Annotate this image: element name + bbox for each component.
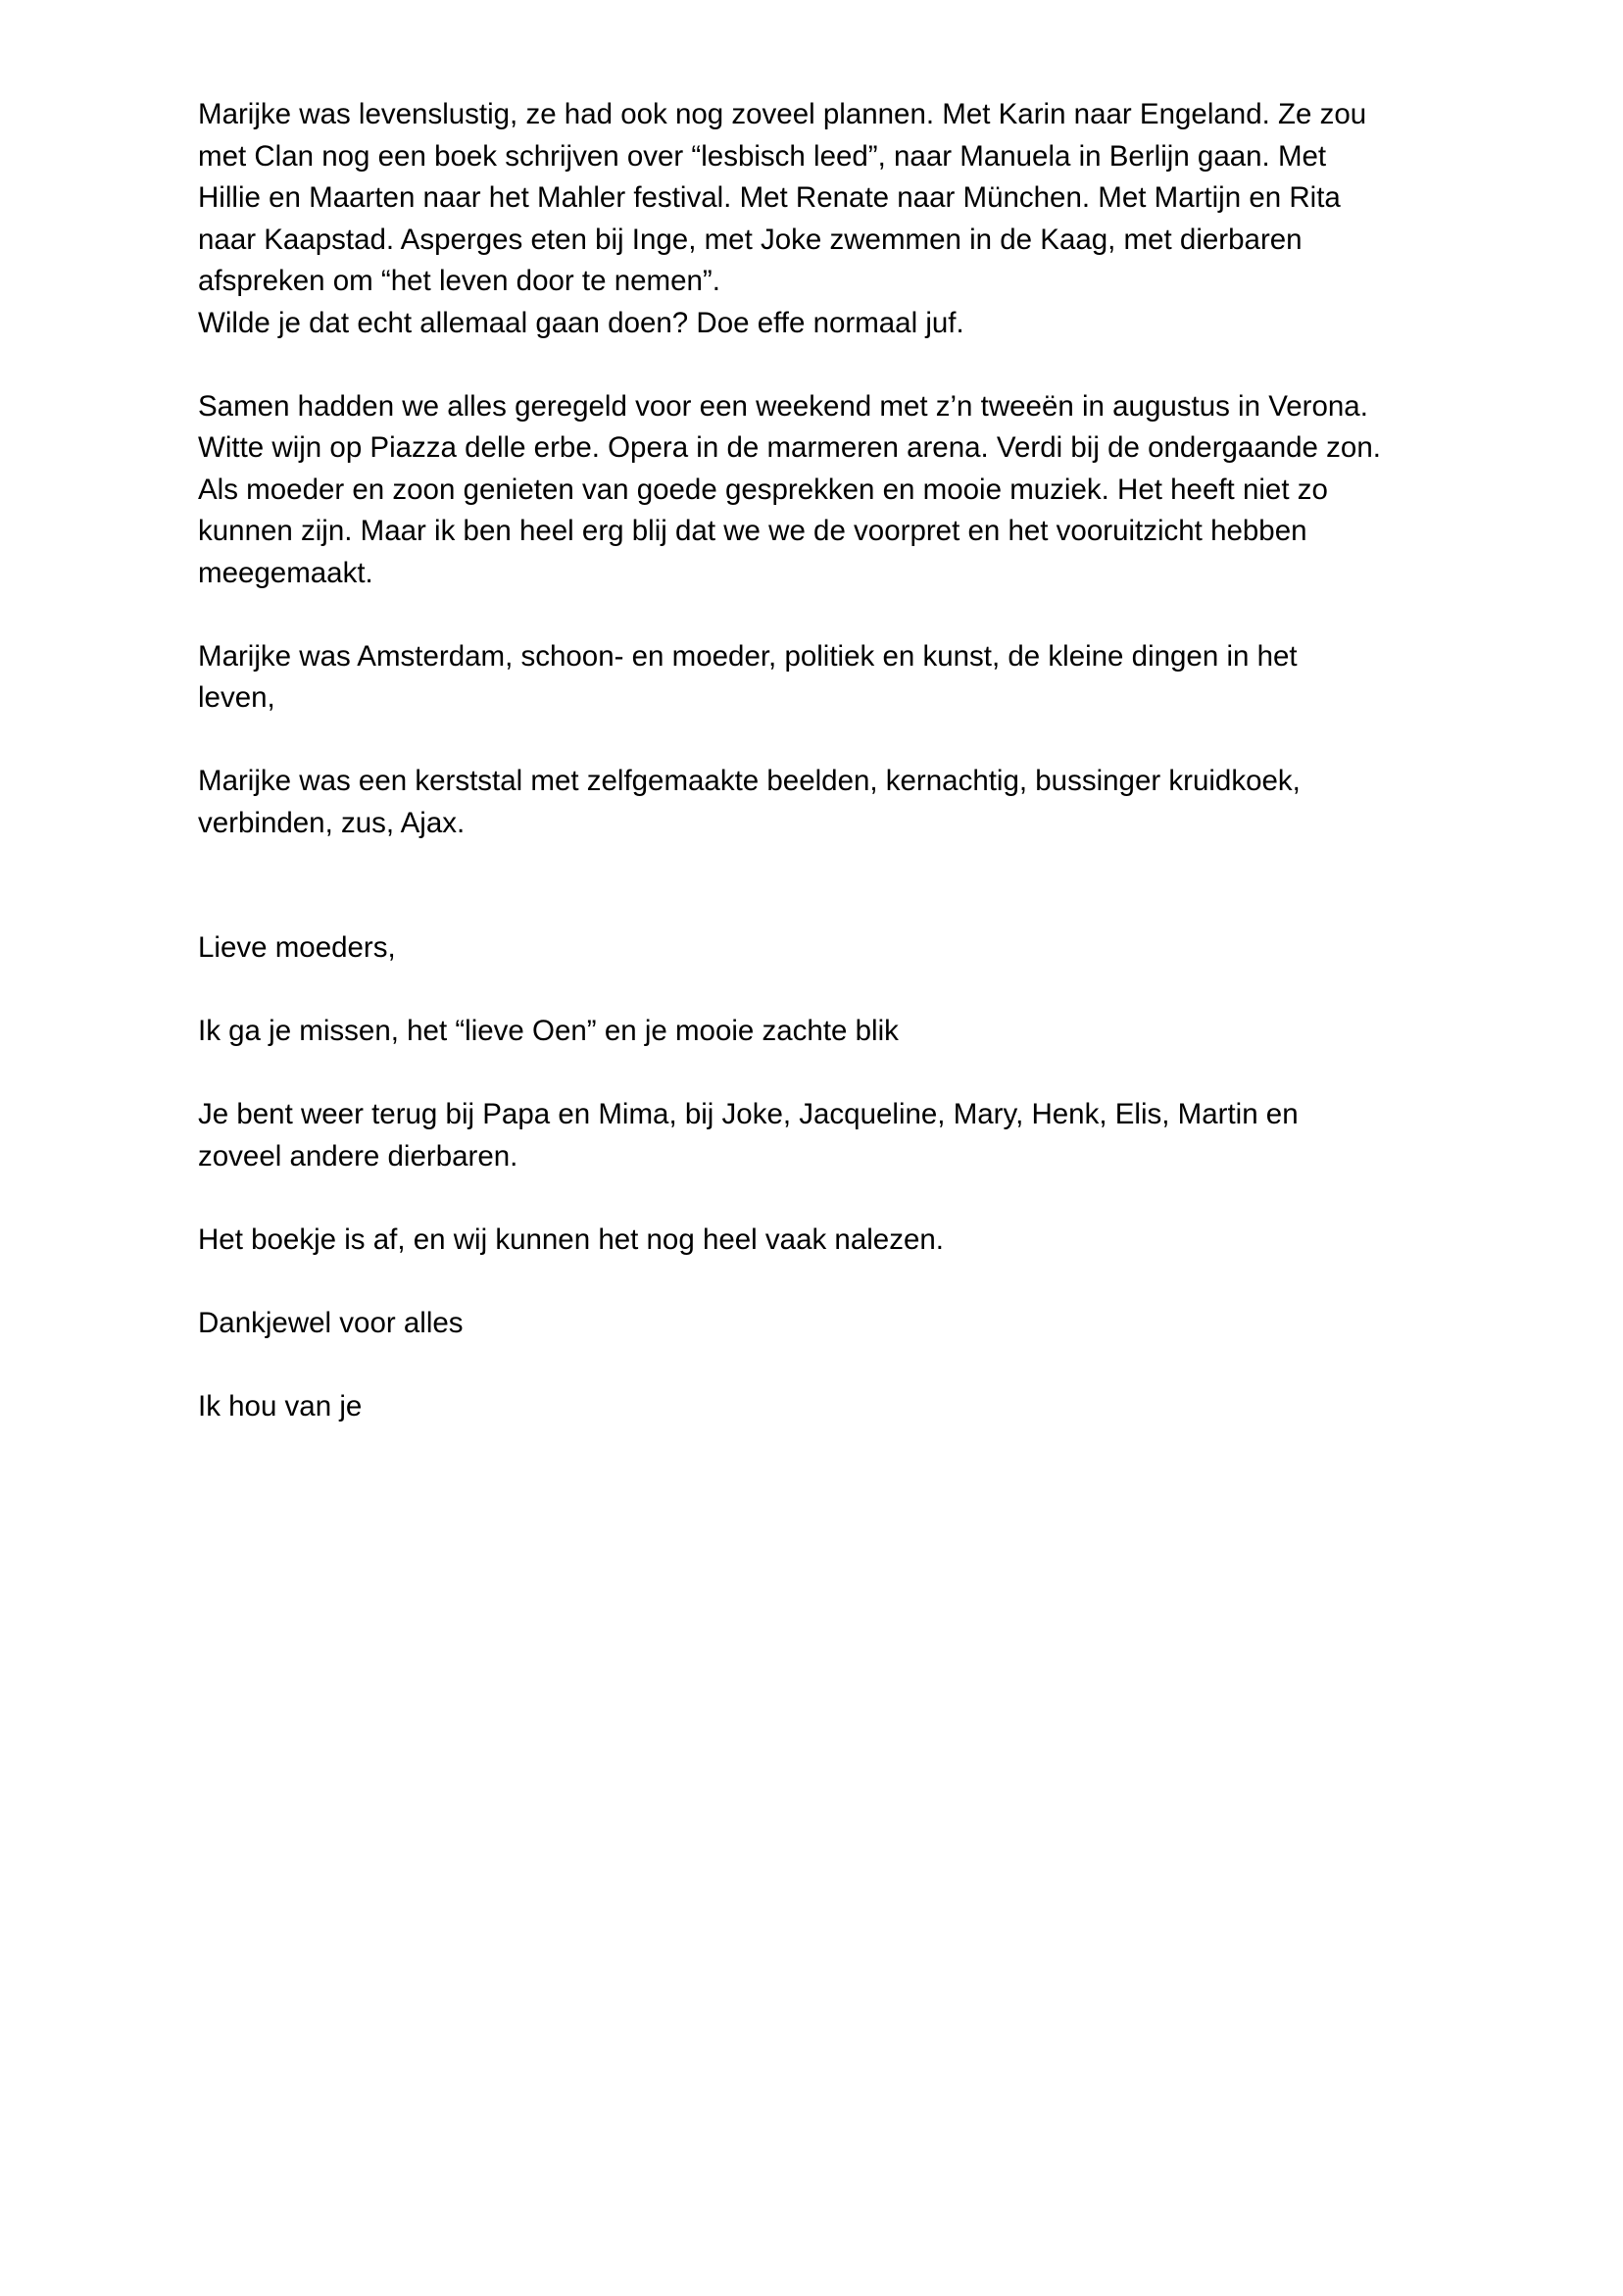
paragraph-plans <box>198 94 1462 344</box>
text-line: naar Kaapstad. Asperges eten bij Inge, met Joke zwemmen in de Kaag, met dierbaren <box>198 223 1303 256</box>
text-line: Hillie en Maarten naar het Mahler festival. Met Renate naar München. Met Martijn en Rita <box>198 181 1341 214</box>
text-line: verbinden, zus, Ajax. <box>198 806 466 839</box>
text-line: Marijke was levenslustig, ze had ook nog zoveel plannen. Met Karin naar Engeland. Ze zou <box>198 98 1367 130</box>
letter-paragraph-missen <box>198 1011 1462 1053</box>
text-line: Je bent weer terug bij Papa en Mima, bij Joke, Jacqueline, Mary, Henk, Elis, Martin en <box>198 1098 1299 1130</box>
text-line: Dankjewel voor alles <box>198 1306 464 1339</box>
letter-closing <box>198 1386 1462 1428</box>
paragraph-kerststal <box>198 761 1462 844</box>
text-line: kunnen zijn. Maar ik ben heel erg blij dat we we de voorpret en het vooruitzicht hebben <box>198 515 1307 547</box>
text-line: Marijke was een kerststal met zelfgemaakte beelden, kernachtig, bussinger kruidkoek, <box>198 765 1301 797</box>
text-line: Witte wijn op Piazza delle erbe. Opera in de marmeren arena. Verdi bij de ondergaande zon. <box>198 431 1381 464</box>
paragraph-amsterdam <box>198 636 1462 720</box>
text-line: leven, <box>198 681 275 714</box>
text-line: zoveel andere dierbaren. <box>198 1139 518 1173</box>
text-line: Samen hadden we alles geregeld voor een weekend met z’n tweeën in augustus in Verona. <box>198 389 1368 423</box>
text-line: Het boekje is af, en wij kunnen het nog heel vaak nalezen. <box>198 1223 944 1256</box>
letter-paragraph-dierbaren <box>198 1094 1462 1177</box>
closing-text: Ik hou van je <box>198 1389 363 1423</box>
text-line: Marijke was Amsterdam, schoon- en moeder, politiek en kunst, de kleine dingen in het <box>198 639 1298 673</box>
text-line: Ik ga je missen, het “lieve Oen” en je mooie zachte blik <box>198 1015 899 1047</box>
letter-paragraph-boekje <box>198 1220 1462 1262</box>
text-line: Als moeder en zoon genieten van goede gesprekken en mooie muziek. Het heeft niet zo <box>198 473 1328 506</box>
blank-line <box>198 886 1462 928</box>
letter-salutation <box>198 927 1462 970</box>
text-line: Wilde je dat echt allemaal gaan doen? Doe effe normaal juf. <box>198 306 964 339</box>
text-line: afspreken om “het leven door te nemen”. <box>198 265 720 297</box>
text-line: meegemaakt. <box>198 556 373 589</box>
salutation-text: Lieve moeders, <box>198 931 396 964</box>
letter-paragraph-dankjewel <box>198 1303 1462 1345</box>
document-body <box>198 94 1462 1470</box>
paragraph-verona <box>198 386 1462 595</box>
text-line: met Clan nog een boek schrijven over “lesbisch leed”, naar Manuela in Berlijn gaan. Met <box>198 139 1327 173</box>
